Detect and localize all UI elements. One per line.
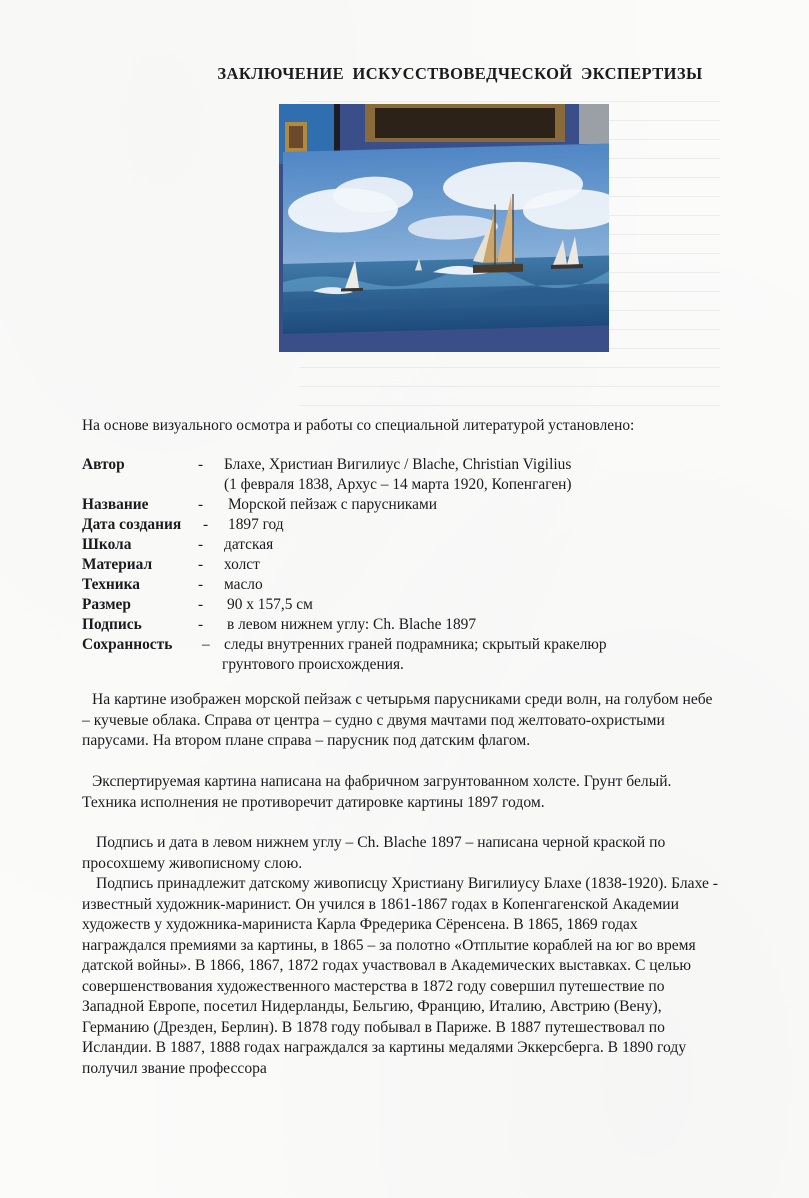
fact-separator: - [198, 556, 204, 573]
fact-value: Блахе, Христиан Вигилиус / Blache, Christian Vigilius [224, 456, 572, 473]
fact-value: 1897 год [228, 516, 284, 533]
fact-value: масло [224, 576, 263, 593]
fact-value: в левом нижнем углу: Ch. Blache 1897 [227, 616, 477, 633]
fact-separator: - [198, 576, 204, 593]
fact-separator: - [198, 616, 204, 633]
fact-separator: – [202, 636, 210, 653]
fact-value-continued: (1 февраля 1838, Архус – 14 марта 1920, Копенгаген) [224, 476, 572, 493]
signature-paragraph: Подпись и дата в левом нижнем углу – Ch. Blache 1897 – написана черной краской по просохшему живописному слою. [82, 834, 666, 872]
fact-label: Школа [82, 536, 132, 553]
description-paragraph: На картине изображен морской пейзаж с четырьмя парусниками среди волн, на голубом небе – кучевые облака. Справа от центра – судно с двумя мачтами под желтовато-охристыми парусами. На втором плане справа – парусник под датским флагом. [82, 691, 713, 749]
fact-separator: - [198, 596, 204, 613]
painting-photo-image [279, 104, 609, 352]
fact-value: датская [224, 536, 274, 553]
fact-separator: - [198, 496, 204, 513]
fact-value-continued: грунтового происхождения. [222, 656, 404, 673]
fact-value: Морской пейзаж с парусниками [228, 496, 437, 513]
fact-label: Дата создания [82, 516, 182, 533]
fact-label: Размер [82, 596, 131, 613]
fact-separator: - [198, 536, 204, 553]
intro-text: На основе визуального осмотра и работы со специальной литературой установлено: [82, 417, 635, 434]
fact-value: 90 х 157,5 см [227, 596, 313, 613]
fact-label: Автор [82, 456, 125, 473]
fact-label: Техника [82, 576, 140, 593]
fact-separator: - [203, 516, 209, 533]
fact-value: холст [224, 556, 260, 573]
technique-paragraph: Экспертируемая картина написана на фабричном загрунтованном холсте. Грунт белый. Техника исполнения не противоречит датировке картины 1897 годом. [82, 773, 672, 811]
fact-label: Материал [82, 556, 153, 573]
biography-paragraph: Подпись принадлежит датскому живописцу Христиану Вигилиусу Блахе (1838-1920). Блахе - известный художник-маринист. Он учился в 1861-1867 годах в Копенгагенской Академии художеств у художника-мариниста Карла Фредерика Сёренсена. В 1865, 1869 годах награждался премиями за картины, в 1865 – за полотно «Отплытие кораблей на юг во время датской войны». В 1866, 1867, 1872 годах участвовал в Академических выставках. С целью совершенствования художественного мастерства в 1872 году совершил путешествие по Западной Европе, посетил Нидерланды, Бельгию, Францию, Италию, Австрию (Вену), Германию (Дрезден, Берлин). В 1878 году побывал в Париже. В 1887 путешествовал по Исландии. В 1887, 1888 годах награждался за картины медалями Эккерсберга. В 1890 году получил звание профессора [82, 875, 719, 1077]
fact-value: следы внутренних граней подрамника; скрытый кракелюр [224, 636, 607, 653]
page-title: ЗАКЛЮЧЕНИЕ ИСКУССТВОВЕДЧЕСКОЙ ЭКСПЕРТИЗЫ [217, 64, 703, 83]
fact-label: Название [82, 496, 149, 513]
painting-photo [279, 104, 609, 352]
fact-separator: - [198, 456, 204, 473]
fact-label: Сохранность [82, 636, 173, 653]
fact-label: Подпись [82, 616, 142, 633]
